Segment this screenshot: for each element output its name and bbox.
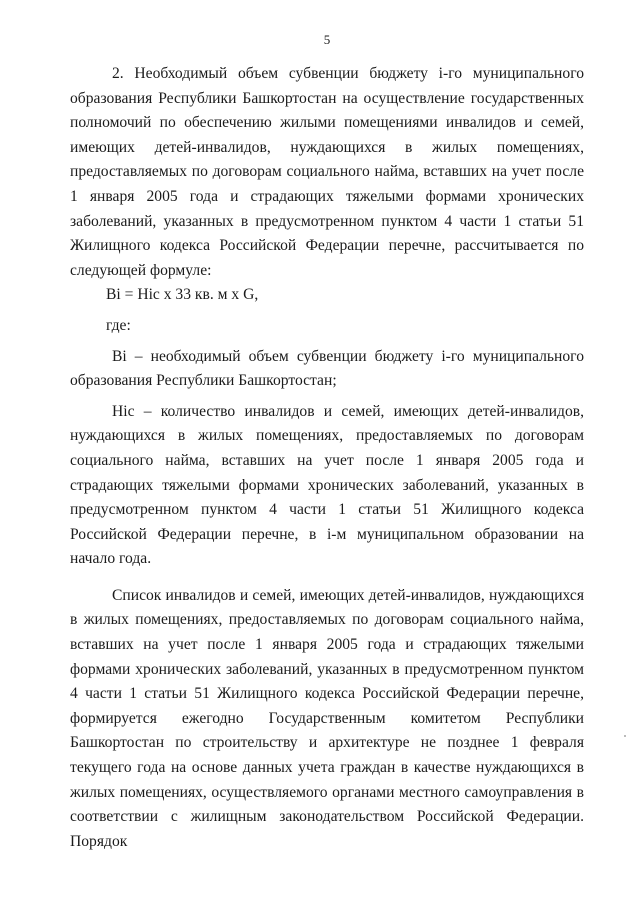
- paragraph-subvention-volume: 2. Необходимый объем субвенции бюджету i-го муниципального образования Республики Башкортостан на осуществление государственных полномочий по обеспечению жилыми помещениями инвалидов и семей, имеющих детей-инвалидов, нуждающихся в жилых помещениях, предоставляемых по договорам социального найма, вставших на учет после 1 января 2005 года и страдающих тяжелыми формами хронических заболеваний, указанных в предусмотренном пунктом 4 части 1 статьи 51 Жилищного кодекса Российской Федерации перечне, рассчитывается по следующей формуле:: [70, 65, 584, 279]
- paragraph-list-formation: Список инвалидов и семей, имеющих детей-инвалидов, нуждающихся в жилых помещениях, предоставляемых по договорам социального найма, вставших на учет после 1 января 2005 года и страдающих тяжелыми формами хронических заболеваний, указанных в предусмотренном пунктом 4 части 1 статьи 51 Жилищного кодекса Российской Федерации перечне, формируется ежегодно Государственным комитетом Республики Башкортостан по строительству и архитектуре не позднее 1 февраля текущего года на основе данных учета граждан в качестве нуждающихся в жилых помещениях, осуществляемого органами местного самоуправления в соответствии с жилищным законодательством Российской Федерации. Порядок: [70, 586, 584, 850]
- page-number: 5: [323, 32, 331, 47]
- definition-bi: Bi – необходимый объем субвенции бюджету i-го муниципального образования Республики Башкортостан;: [70, 347, 584, 390]
- formula-where-label: где:: [106, 316, 131, 334]
- definition-hic: Hic – количество инвалидов и семей, имеющих детей-инвалидов, нуждающихся в жилых помещениях, предоставляемых по договорам социального найма, вставших на учет после 1 января 2005 года и страдающих тяжелыми формами хронических заболеваний, указанных в предусмотренном пунктом 4 части 1 статьи 51 Жилищного кодекса Российской Федерации перечне, в i-м муниципальном образовании на начало года.: [70, 402, 584, 568]
- formula: Bi = Hic x 33 кв. м x G,: [106, 286, 259, 304]
- scan-speck: [624, 735, 626, 737]
